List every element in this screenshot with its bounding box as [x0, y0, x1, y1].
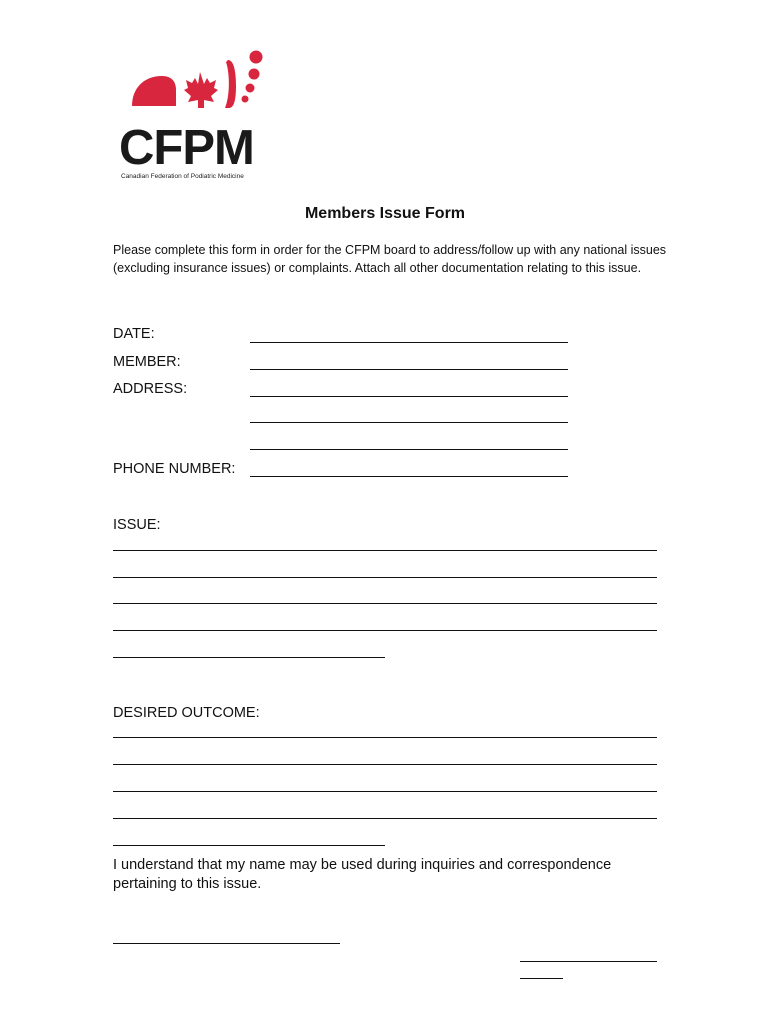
signature-line[interactable] — [113, 943, 340, 944]
date-label: DATE: — [113, 326, 155, 342]
issue-line-4[interactable] — [113, 630, 657, 631]
date-field-line[interactable] — [250, 342, 568, 343]
logo-subtitle: Canadian Federation of Podiatric Medicine — [121, 173, 244, 180]
outcome-line-5[interactable] — [113, 845, 385, 846]
signature-date-line[interactable] — [520, 961, 657, 962]
outcome-line-1[interactable] — [113, 737, 657, 738]
address-label: ADDRESS: — [113, 381, 188, 397]
address-field-line-1[interactable] — [250, 396, 568, 397]
address-field-line-3[interactable] — [250, 449, 568, 450]
phone-field-line[interactable] — [250, 476, 568, 477]
outcome-line-3[interactable] — [113, 791, 657, 792]
issue-line-3[interactable] — [113, 603, 657, 604]
logo-acronym: CFPM — [119, 121, 254, 175]
outcome-line-4[interactable] — [113, 818, 657, 819]
phone-label: PHONE NUMBER: — [113, 461, 236, 477]
issue-line-1[interactable] — [113, 550, 657, 551]
address-field-line-2[interactable] — [250, 422, 568, 423]
form-instructions: Please complete this form in order for the CFPM board to address/follow up with any national issues (excluding insurance issues) or complaints. Attach all other documentation relating to this issue. — [113, 243, 667, 275]
issue-line-2[interactable] — [113, 577, 657, 578]
member-field-line[interactable] — [250, 369, 568, 370]
foot-maple-leaf-logo-icon — [112, 48, 270, 128]
member-label: MEMBER: — [113, 354, 181, 370]
signature-date-line-continued[interactable] — [520, 978, 563, 979]
form-title: Members Issue Form — [304, 205, 466, 222]
outcome-line-2[interactable] — [113, 764, 657, 765]
issue-label: ISSUE: — [113, 517, 161, 533]
consent-statement: I understand that my name may be used during inquiries and correspondence pertaining to this issue. — [113, 857, 612, 892]
issue-line-5[interactable] — [113, 657, 385, 658]
desired-outcome-label: DESIRED OUTCOME: — [113, 705, 260, 721]
